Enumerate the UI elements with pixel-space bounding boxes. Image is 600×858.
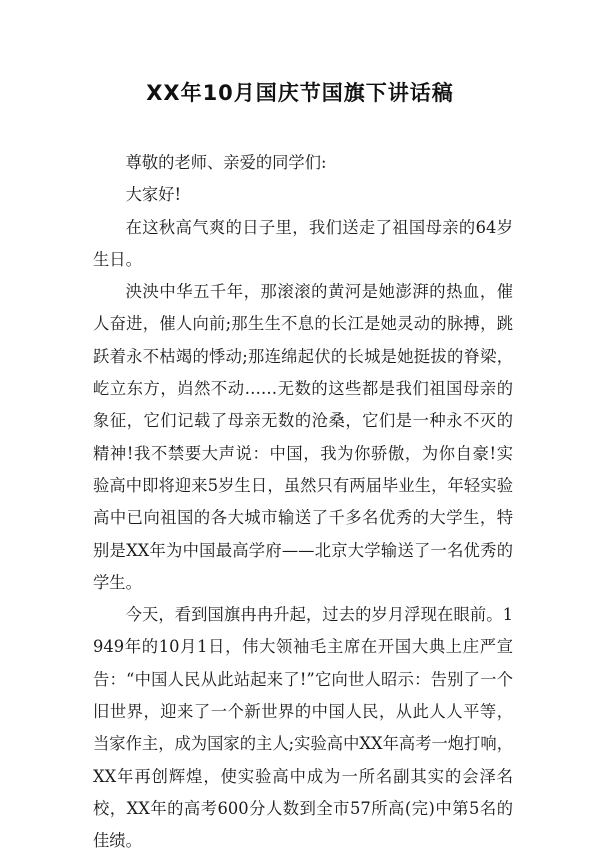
document-body — [93, 147, 513, 858]
salutation: 尊敬的老师、亲爱的同学们: — [125, 153, 327, 172]
document-title: XX年10月国庆节国旗下讲话稿 — [146, 81, 454, 105]
paragraph-1: 在这秋高气爽的日子里，我们送走了祖国母亲的64岁生日。 — [93, 217, 513, 269]
paragraph-3: 今天，看到国旗冉冉升起，过去的岁月浮现在眼前。1949年的10月1日，伟大领袖毛主席在开国大典上庄严宣告：“中国人民从此站起来了!”它向世人昭示：告别了一个旧世界，迎来了一个新世界的中国人民，从此人人平等，当家作主，成为国家的主人;实验高中XX年高考一炮打响，XX年再创辉煌，使实验高中成为一所名副其实的会泽名校，XX年的高考600分人数到全市57所高(完)中第5名的佳绩。 — [93, 605, 513, 851]
paragraph-2: 泱泱中华五千年，那滚滚的黄河是她澎湃的热血，催人奋进，催人向前;那生生不息的长江是她灵动的脉搏，跳跃着永不枯竭的悸动;那连绵起伏的长城是她挺拔的脊梁，屹立东方，岿然不动……无数的这些都是我们祖国母亲的象征，它们记载了母亲无数的沧桑，它们是一种永不灭的精神!我不禁要大声说：中国，我为你骄傲，为你自豪!实验高中即将迎来5岁生日，虽然只有两届毕业生，年轻实验高中已向祖国的各大城市输送了千多名优秀的大学生，特别是XX年为中国最高学府——北京大学输送了一名优秀的学生。 — [93, 282, 513, 592]
greeting: 大家好! — [125, 185, 181, 205]
